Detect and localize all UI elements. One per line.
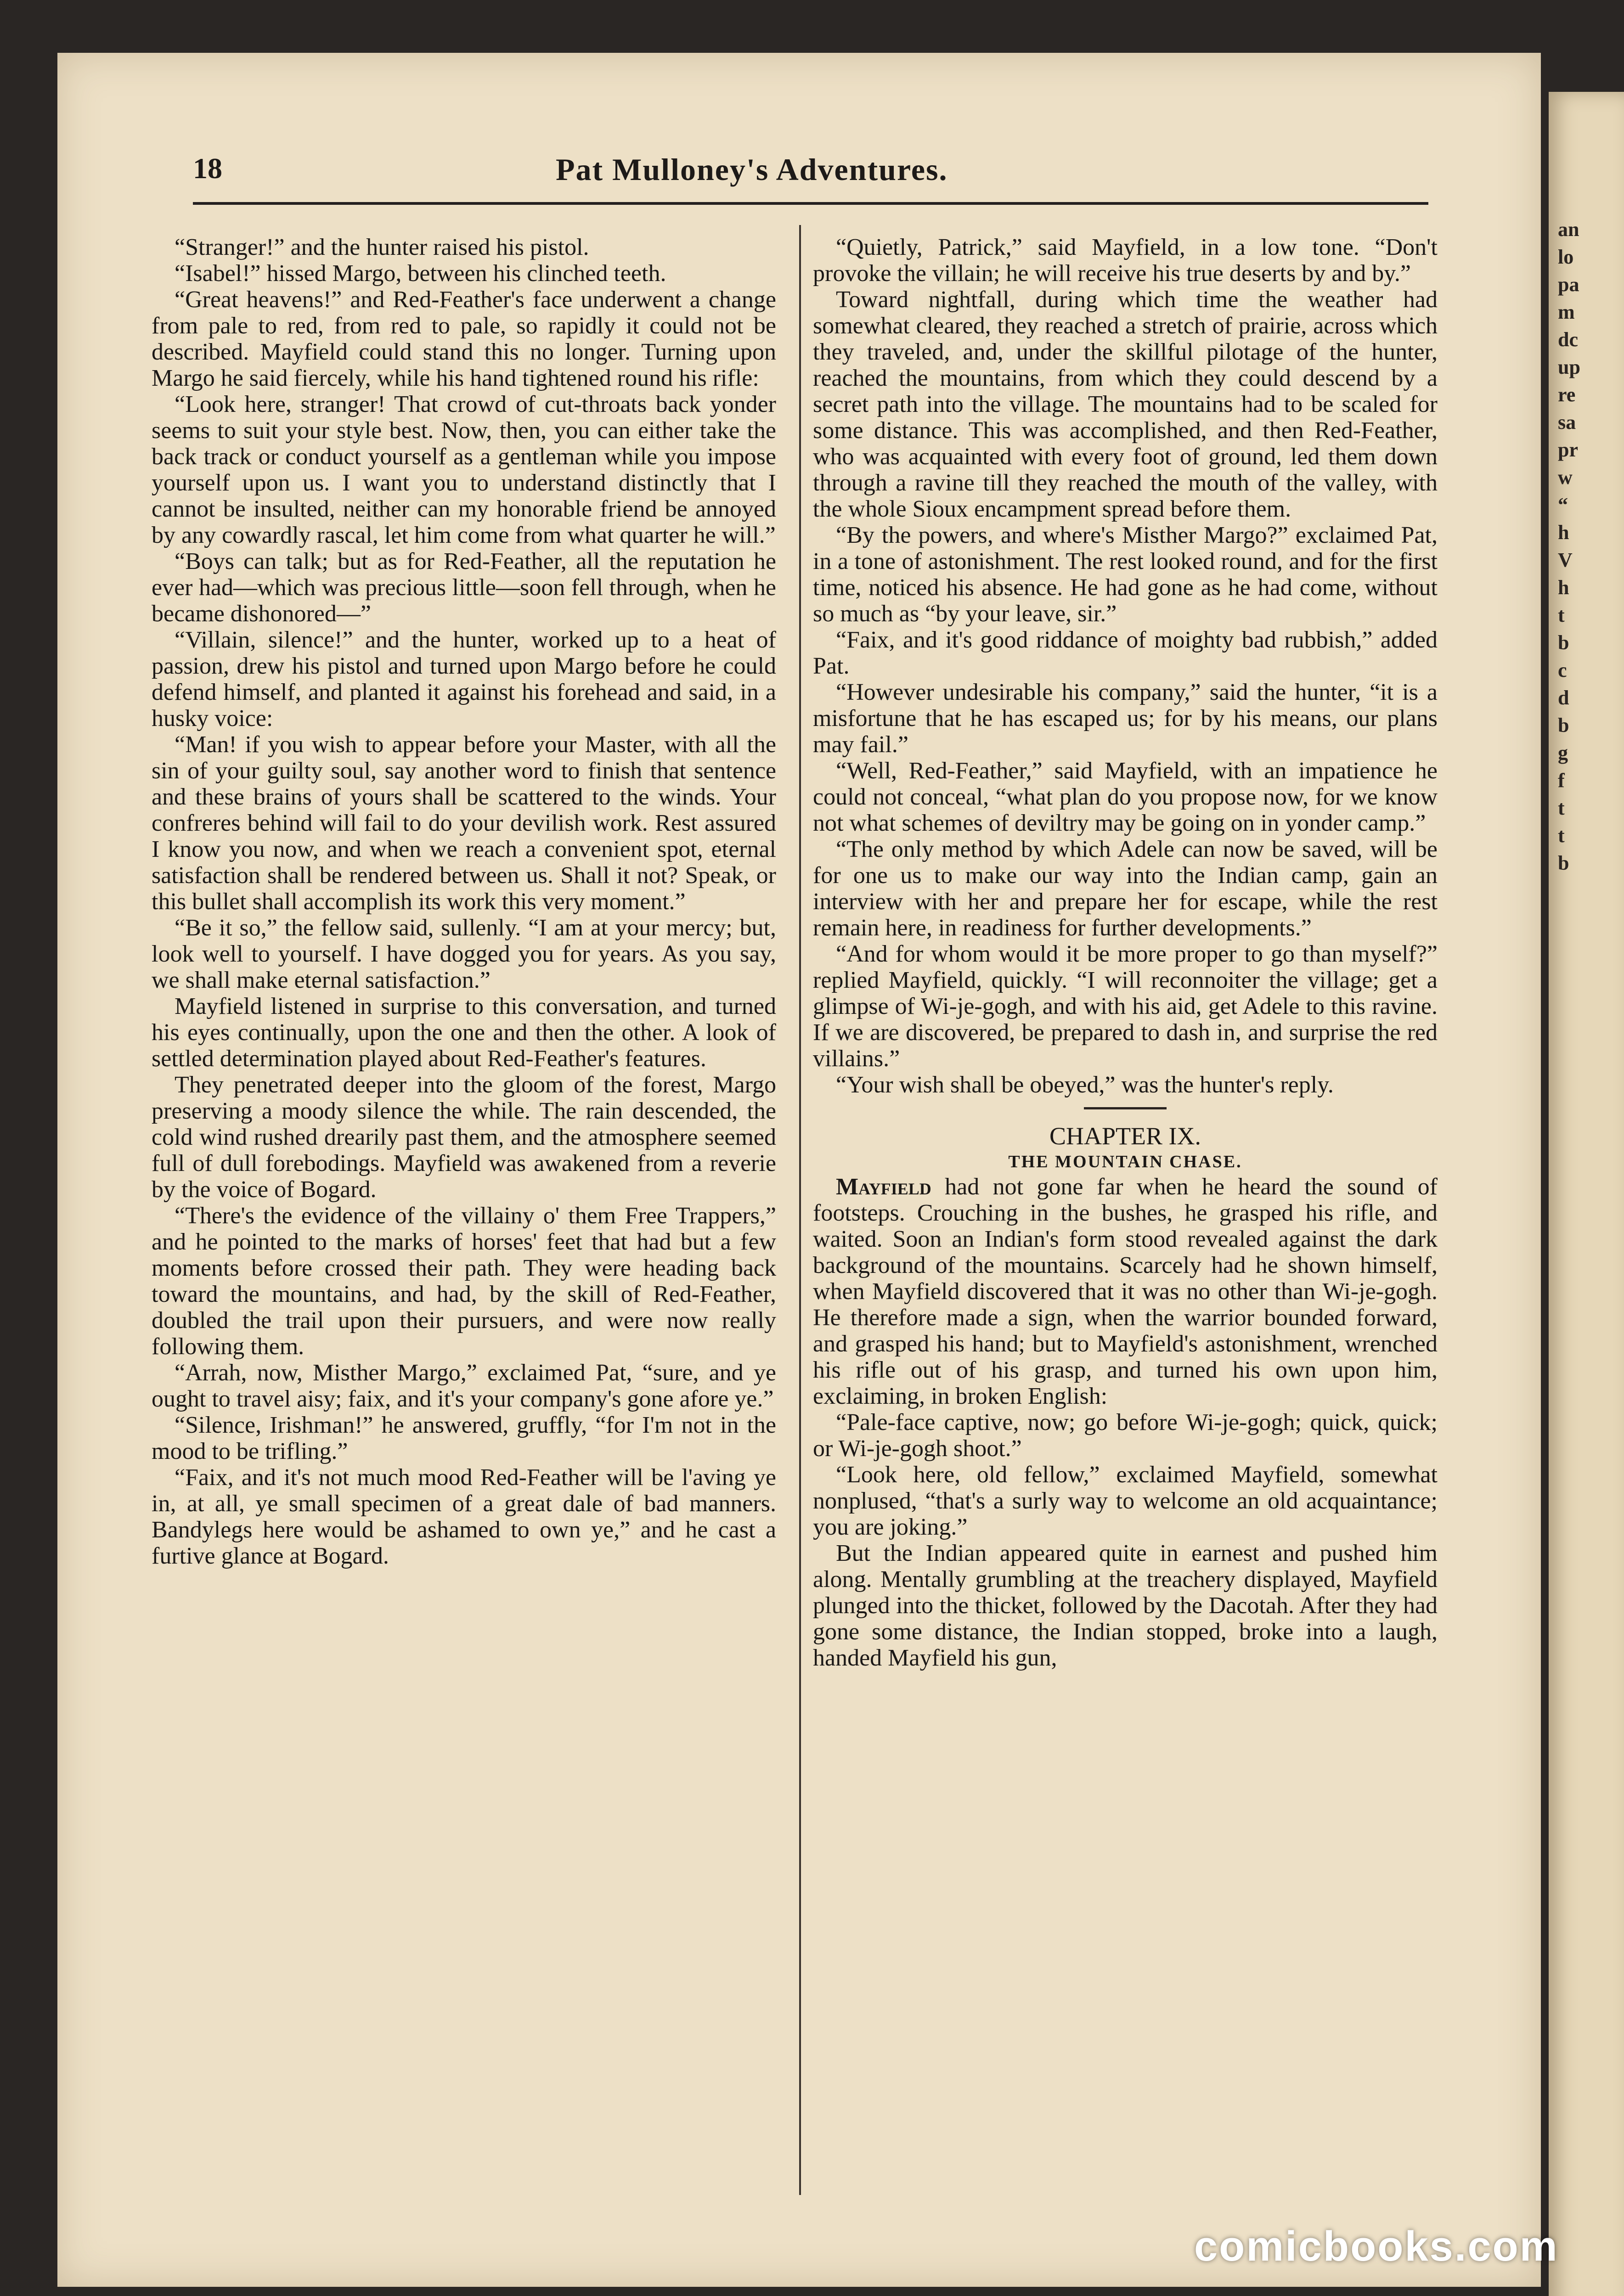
column-divider — [799, 225, 801, 2195]
paragraph: “Be it so,” the fellow said, sullenly. “I am at your mercy; but, look well to yourself. I have dogged you for years. As you say, we shall make eternal satisfaction.” — [152, 915, 776, 993]
adjacent-page-fragment: an — [1558, 218, 1579, 241]
right-column — [813, 234, 1438, 2200]
paragraph: “Stranger!” and the hunter raised his pistol. — [175, 234, 589, 260]
paragraph: “Villain, silence!” and the hunter, worked up to a heat of passion, drew his pistol and turned upon Margo before he could defend himself, and planted it against his forehead and said, in a husky voice: — [152, 627, 776, 732]
adjacent-page-fragment: b — [1558, 714, 1569, 737]
adjacent-page-fragment: c — [1558, 659, 1567, 681]
adjacent-page-fragment: t — [1558, 824, 1565, 847]
chapter-first-paragraph — [813, 1174, 1438, 1409]
adjacent-page-fragment: d — [1558, 687, 1569, 709]
adjacent-page-fragment: w — [1558, 466, 1573, 489]
paragraph: “Pale-face captive, now; go before Wi-je-gogh; quick, quick; or Wi-je-gogh shoot.” — [813, 1409, 1438, 1462]
running-title: Pat Mulloney's Adventures. — [556, 152, 948, 187]
paragraph: “By the powers, and where's Misther Margo?” exclaimed Pat, in a tone of astonishment. The rest looked round, and for the first time, noticed his absence. He had gone as he had come, without so much as “by your leave, sir.” — [813, 522, 1438, 627]
adjacent-page-fragment: m — [1558, 301, 1575, 323]
adjacent-page-text — [1558, 216, 1624, 877]
adjacent-page-fragment: lo — [1558, 246, 1574, 268]
chapter-title: CHAPTER IX. — [1049, 1122, 1201, 1150]
adjacent-page-fragment: t — [1558, 604, 1565, 626]
paragraph: “The only method by which Adele can now be saved, will be for one us to make our way into the Indian camp, gain an interview with her and prepare her for escape, while the rest remain here, in readiness for further developments.” — [813, 836, 1438, 941]
adjacent-page-fragment: pa — [1558, 273, 1579, 296]
drop-word: Mayfield — [836, 1174, 931, 1200]
adjacent-page-fragment: h — [1558, 576, 1569, 599]
adjacent-page-fragment: g — [1558, 742, 1568, 764]
paragraph: But the Indian appeared quite in earnest and pushed him along. Mentally grumbling at the treachery displayed, Mayfield plunged into the thicket, followed by the Dacotah. After they had gone some distance, the Indian stopped, broke into a laugh, handed Mayfield his gun, — [813, 1540, 1438, 1671]
paragraph: “Well, Red-Feather,” said Mayfield, with an impatience he could not conceal, “what plan do you propose now, for we know not what schemes of deviltry may be going on in yonder camp.” — [813, 758, 1438, 836]
paragraph: “Boys can talk; but as for Red-Feather, all the reputation he ever had—which was precious little—soon fell through, when he became dishonored—” — [152, 548, 776, 627]
watermark: comicbooks.com — [1194, 2223, 1559, 2270]
adjacent-page-fragment: pr — [1558, 439, 1578, 461]
paragraph: “Faix, and it's not much mood Red-Feather will be l'aving ye in, at all, ye small specimen of a great dale of bad manners. Bandylegs here would be ashamed to own ye,” and he cast a furtive glance at Bogard. — [152, 1464, 776, 1569]
paragraph: They penetrated deeper into the gloom of the forest, Margo preserving a moody silence the while. The rain descended, the cold wind rushed drearily past them, and the atmosphere seemed full of dull forebodings. Mayfield was awakened from a reverie by the voice of Bogard. — [152, 1072, 776, 1203]
right-column-bottom-text — [813, 1409, 1438, 1671]
adjacent-page-fragment: t — [1558, 797, 1565, 819]
adjacent-page-fragment: re — [1558, 383, 1576, 406]
paragraph: “Your wish shall be obeyed,” was the hunter's reply. — [836, 1072, 1334, 1098]
adjacent-page-fragment: V — [1558, 549, 1573, 571]
paragraph: “Great heavens!” and Red-Feather's face underwent a change from pale to red, from red to pale, so rapidly it could not be described. Mayfield could stand this no longer. Turning upon Margo he said fiercely, while his hand tightened round his rifle: — [152, 287, 776, 391]
paragraph: Mayfield listened in surprise to this conversation, and turned his eyes continually, upon the one and then the other. A look of settled determination played about Red-Feather's features. — [152, 993, 776, 1072]
paragraph: “Look here, old fellow,” exclaimed Mayfield, somewhat nonplused, “that's a surly way to welcome an old acquaintance; you are joking.” — [813, 1462, 1438, 1540]
paragraph: Toward nightfall, during which time the weather had somewhat cleared, they reached a stretch of prairie, across which they traveled, and, under the skillful pilotage of the hunter, reached the mountains, from which they could descend by a secret path into the village. The mountains had to be scaled for some distance. This was accomplished, and then Red-Feather, who was acquainted with every foot of ground, led them down through a ravine till they reached the mouth of the valley, with the whole Sioux encampment spread before them. — [813, 287, 1438, 522]
paragraph: “Man! if you wish to appear before your Master, with all the sin of your guilty soul, say another word to finish that sentence and these brains of yours shall be scattered to the winds. Your confreres behind will fail to do your devilish work. Rest assured I know you now, and when we reach a convenient spot, eternal satisfaction shall be rendered between us. Shall it not? Speak, or this bullet shall accomplish its work this very moment.” — [152, 732, 776, 915]
paragraph: “There's the evidence of the villainy o' them Free Trappers,” and he pointed to the marks of horses' feet that had but a few moments before crossed their path. They were heading back toward the mountains, and had, by the skill of Red-Feather, doubled the trail upon their pursuers, and were now really following them. — [152, 1203, 776, 1360]
adjacent-page-fragment: f — [1558, 769, 1565, 792]
adjacent-page-fragment: dc — [1558, 328, 1578, 351]
right-column-top-text — [813, 234, 1438, 1098]
chapter-rule — [1084, 1107, 1167, 1109]
adjacent-page-fragment: h — [1558, 521, 1569, 544]
adjacent-page-fragment: “ — [1558, 494, 1568, 516]
adjacent-page-edge — [1549, 92, 1624, 2296]
adjacent-page-fragment: b — [1558, 631, 1569, 654]
page-number: 18 — [193, 152, 222, 185]
adjacent-page-fragment: up — [1558, 356, 1580, 378]
first-paragraph-text: had not gone far when he heard the sound of footsteps. Crouching in the bushes, he grasped his rifle, and waited. Soon an Indian's form stood revealed against the dark background of the mountains. Scarcely had he shown himself, when Mayfield discovered that it was no other than Wi-je-gogh. He therefore made a sign, when the warrior bounded forward, and grasped his hand; but to Mayfield's astonishment, wrenched his rifle out of his grasp, and turned his own upon him, exclaiming, in broken English: — [813, 1174, 1438, 1409]
adjacent-page-fragment: b — [1558, 852, 1569, 874]
paragraph: “And for whom would it be more proper to go than myself?” replied Mayfield, quickly. “I will reconnoiter the village; get a glimpse of Wi-je-gogh, and with his aid, get Adele to this ravine. If we are discovered, be prepared to dash in, and surprise the red villains.” — [813, 941, 1438, 1072]
paragraph: “Isabel!” hissed Margo, between his clinched teeth. — [175, 260, 666, 287]
adjacent-page-fragment: sa — [1558, 411, 1576, 433]
paragraph: “Look here, stranger! That crowd of cut-throats back yonder seems to suit your style best. Now, then, you can either take the back track or conduct yourself as a gentleman while you impose yourself upon us. I want you to understand distinctly that I cannot be insulted, neither can my honorable friend be annoyed by any cowardly rascal, let him come from what quarter he will.” — [152, 391, 776, 548]
paragraph: “Arrah, now, Misther Margo,” exclaimed Pat, “sure, and ye ought to travel aisy; faix, and it's your company's gone afore ye.” — [152, 1360, 776, 1412]
paragraph: “Silence, Irishman!” he answered, gruffly, “for I'm not in the mood to be trifling.” — [152, 1412, 776, 1464]
left-column — [152, 234, 776, 2200]
paragraph: “However undesirable his company,” said the hunter, “it is a misfortune that he has escaped us; for by his means, our plans may fail.” — [813, 679, 1438, 758]
chapter-subtitle: THE MOUNTAIN CHASE. — [1008, 1152, 1242, 1171]
paragraph: “Faix, and it's good riddance of moighty bad rubbish,” added Pat. — [813, 627, 1438, 679]
header-rule — [193, 202, 1428, 205]
paragraph: “Quietly, Patrick,” said Mayfield, in a low tone. “Don't provoke the villain; he will receive his true deserts by and by.” — [813, 234, 1438, 287]
